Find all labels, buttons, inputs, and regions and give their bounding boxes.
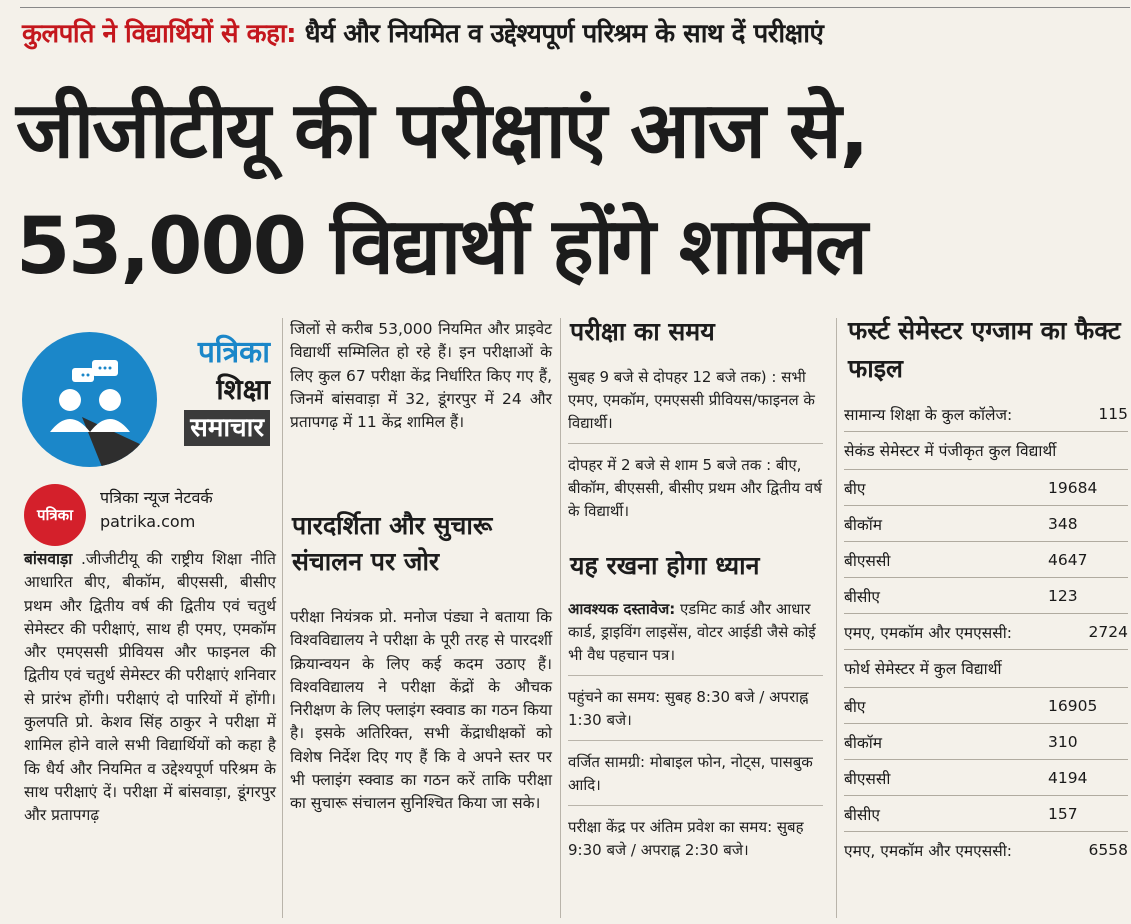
fact-value: 310 — [1048, 733, 1078, 751]
reporting-time: पहुंचने का समय: सुबह 8:30 बजे / अपराह्न 1:30 बजे। — [568, 688, 809, 729]
table-row — [844, 795, 1128, 831]
banned-items: वर्जित सामग्री: मोबाइल फोन, नोट्स, पासबुक आदि। — [568, 753, 813, 794]
shift-afternoon: दोपहर में 2 बजे से शाम 5 बजे तक : बीए, बीकॉम, बीएससी, बीसीए प्रथम और द्वितीय वर्ष के विद्यार्थी। — [568, 456, 822, 520]
divider — [568, 443, 823, 444]
shift-morning: सुबह 9 बजे से दोपहर 12 बजे तक) : सभी एमए, एमकॉम, एमएससी प्रीवियस/फाइनल के विद्यार्थी। — [568, 368, 815, 432]
article-text: जिलों से करीब 53,000 नियमित और प्राइवेट विद्यार्थी सम्मिलित हो रहे हैं। इन परीक्षाओं के लिए कुल 67 परीक्षा केंद्र निर्धारित किए गए हैं, जिनमें बांसवाड़ा में 32, डूंगरपुर में 24 और प्रतापगढ़ में 11 केंद्र शामिल हैं। — [290, 320, 552, 432]
fact-label: बीकॉम — [844, 516, 883, 534]
article-text: परीक्षा नियंत्रक प्रो. मनोज पंड्या ने बताया कि विश्वविद्यालय ने परीक्षा के पूरी तरह से पारदर्शी क्रियान्वयन के लिए कई कदम उठाए हैं। विश्वविद्यालय ने परीक्षा केंद्रों के औचक निरीक्षण के लिए फ्लाइंग स्क्वाड का गठन किया है। इसके अतिरिक्त, सभी केंद्राधीक्षकों को विशेष निर्देश दिए गए हैं कि वे अपने स्तर पर भी फ्लाइंग स्क्वाड का गठन करें ताकि परीक्षा का सुचारू संचालन सुनिश्चित किया जा सके। — [290, 608, 552, 813]
exam-info-column — [568, 366, 823, 523]
fact-value: 4647 — [1048, 551, 1088, 569]
people-chat-icon — [22, 332, 157, 467]
fact-label: बीसीए — [844, 806, 880, 824]
divider — [568, 675, 823, 676]
fact-value: 348 — [1048, 515, 1078, 533]
headline-line-1: जीजीटीयू की परीक्षाएं आज से, — [16, 86, 868, 176]
fact-value: 123 — [1048, 587, 1078, 605]
table-row — [844, 723, 1128, 759]
byline-network: पत्रिका न्यूज नेटवर्क — [100, 488, 213, 507]
table-row — [844, 505, 1128, 541]
divider — [568, 740, 823, 741]
headline-line-2: 53,000 विद्यार्थी होंगे शामिल — [16, 202, 866, 292]
factfile-table — [844, 396, 1128, 867]
docs-label: आवश्यक दस्तावेज: — [568, 600, 676, 618]
byline-site: patrika.com — [100, 512, 196, 531]
fact-label: एमए, एमकॉम और एमएससी: — [844, 842, 1012, 860]
fact-label: बीकॉम — [844, 734, 883, 752]
fact-value: 115 — [1098, 405, 1128, 423]
dateline: बांसवाड़ा — [24, 550, 73, 568]
table-row — [844, 469, 1128, 505]
table-row — [844, 831, 1128, 867]
article-column-2-top — [290, 318, 552, 434]
fact-value: 16905 — [1048, 697, 1098, 715]
instructions-column — [568, 598, 823, 862]
fact-label: बीएससी — [844, 552, 891, 570]
fact-value: 6558 — [1088, 841, 1128, 859]
divider — [568, 805, 823, 806]
kicker-text: धैर्य और नियमित व उद्देश्यपूर्ण परिश्रम के साथ दें परीक्षाएं — [304, 19, 824, 49]
fact-value: 2724 — [1088, 623, 1128, 641]
fact-label: बीसीए — [844, 588, 880, 606]
fact-value: 4194 — [1048, 769, 1088, 787]
column-divider — [282, 318, 283, 918]
kicker-lead: कुलपति ने विद्यार्थियों से कहा: — [22, 19, 297, 49]
fact-label: बीए — [844, 480, 866, 498]
subhead-transparency: पारदर्शिता और सुचारू संचालन पर जोर — [292, 511, 493, 576]
article-column-1 — [24, 548, 276, 828]
fact-label: बीए — [844, 698, 866, 716]
brand-line-1: पत्रिका — [197, 335, 270, 370]
column-divider — [560, 318, 561, 918]
table-row — [844, 541, 1128, 577]
article-column-2-bottom — [290, 606, 552, 816]
kicker — [22, 14, 823, 50]
table-row — [844, 613, 1128, 649]
fact-label: एमए, एमकॉम और एमएससी: — [844, 624, 1012, 642]
subhead-exam-time: परीक्षा का समय — [570, 317, 715, 346]
brand-line-3: समाचार — [184, 410, 270, 446]
last-entry-time: परीक्षा केंद्र पर अंतिम प्रवेश का समय: सुबह 9:30 बजे / अपराह्न 2:30 बजे। — [568, 818, 804, 859]
fact-value: 19684 — [1048, 479, 1098, 497]
factfile-title: फर्स्ट सेमेस्टर एग्जाम का फैक्ट फाइल — [848, 316, 1121, 383]
brand-line-2: शिक्षा — [216, 373, 270, 406]
fact-row-colleges — [844, 396, 1128, 431]
byline — [100, 486, 213, 534]
brand-title — [160, 334, 270, 446]
table-row — [844, 687, 1128, 723]
fact-section-second-semester: सेकंड सेमेस्टर में पंजीकृत कुल विद्यार्थी — [844, 431, 1128, 469]
article-text: .जीजीटीयू की राष्ट्रीय शिक्षा नीति आधारित बीए, बीकॉम, बीएससी, बीसीए प्रथम और द्वितीय वर्ष की द्वितीय एवं चतुर्थ सेमेस्टर की परीक्षाएं, साथ ही एमए, एमकॉम और एमएससी प्रीवियस और फाइनल की द्वितीय एवं चतुर्थ सेमेस्टर की परीक्षाएं शनिवार से प्रारंभ होंगी। परीक्षाएं दो पारियों में होंगी। कुलपति प्रो. केशव सिंह ठाकुर ने परीक्षा में शामिल होने वाले सभी विद्यार्थियों को कहा है कि धैर्य और नियमित व उद्देश्यपूर्ण परिश्रम के साथ परीक्षाएं दें। परीक्षा में बांसवाड़ा, डूंगरपुर और प्रतापगढ़ — [24, 550, 276, 825]
fact-label: बीएससी — [844, 770, 891, 788]
table-row — [844, 759, 1128, 795]
top-rule — [20, 0, 1130, 8]
column-divider — [836, 318, 837, 918]
subhead-keep-in-mind: यह रखना होगा ध्यान — [570, 551, 760, 580]
fact-label: सामान्य शिक्षा के कुल कॉलेज: — [844, 406, 1013, 424]
fact-section-fourth-semester: फोर्थ सेमेस्टर में कुल विद्यार्थी — [844, 649, 1128, 687]
table-row — [844, 577, 1128, 613]
docs-text: एडमिट कार्ड और आधार कार्ड, ड्राइविंग लाइसेंस, वोटर आईडी जैसे कोई भी वैध पहचान पत्र। — [568, 600, 816, 664]
patrika-logo: पत्रिका — [24, 484, 86, 546]
fact-value: 157 — [1048, 805, 1078, 823]
